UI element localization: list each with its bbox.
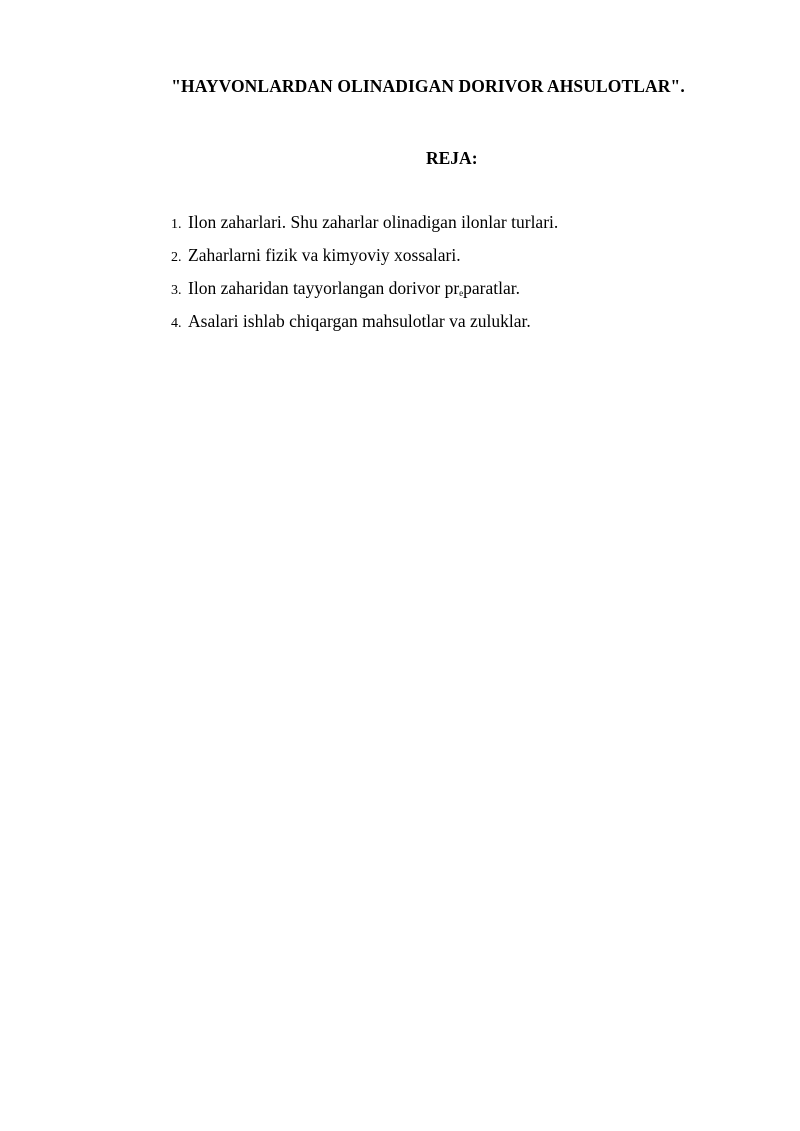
plan-item-number: 4.: [171, 316, 182, 331]
plan-item-text: Zaharlarni fizik va kimyoviy xossalari.: [188, 245, 461, 265]
plan-item-1: [171, 212, 558, 245]
plan-list: [171, 212, 558, 344]
plan-item-number: 1.: [171, 217, 182, 232]
plan-item-text: Asalari ishlab chiqargan mahsulotlar va zuluklar.: [188, 311, 531, 331]
plan-item-2: [171, 245, 558, 278]
plan-item-number: 2.: [171, 250, 182, 265]
plan-item-text-part: paratlar.: [463, 278, 520, 298]
plan-item-number: 3.: [171, 283, 182, 298]
plan-item-3: [171, 278, 558, 311]
plan-item-text-subscript: e: [459, 288, 464, 298]
document-title: "HAYVONLARDAN OLINADIGAN DORIVOR AHSULOTLAR".: [171, 76, 685, 96]
plan-item-4: [171, 311, 558, 344]
plan-item-text: Ilon zaharlari. Shu zaharlar olinadigan ilonlar turlari.: [188, 212, 559, 232]
plan-heading: REJA:: [426, 148, 478, 168]
plan-item-text-part: Ilon zaharidan tayyorlangan dorivor pr: [188, 278, 460, 298]
